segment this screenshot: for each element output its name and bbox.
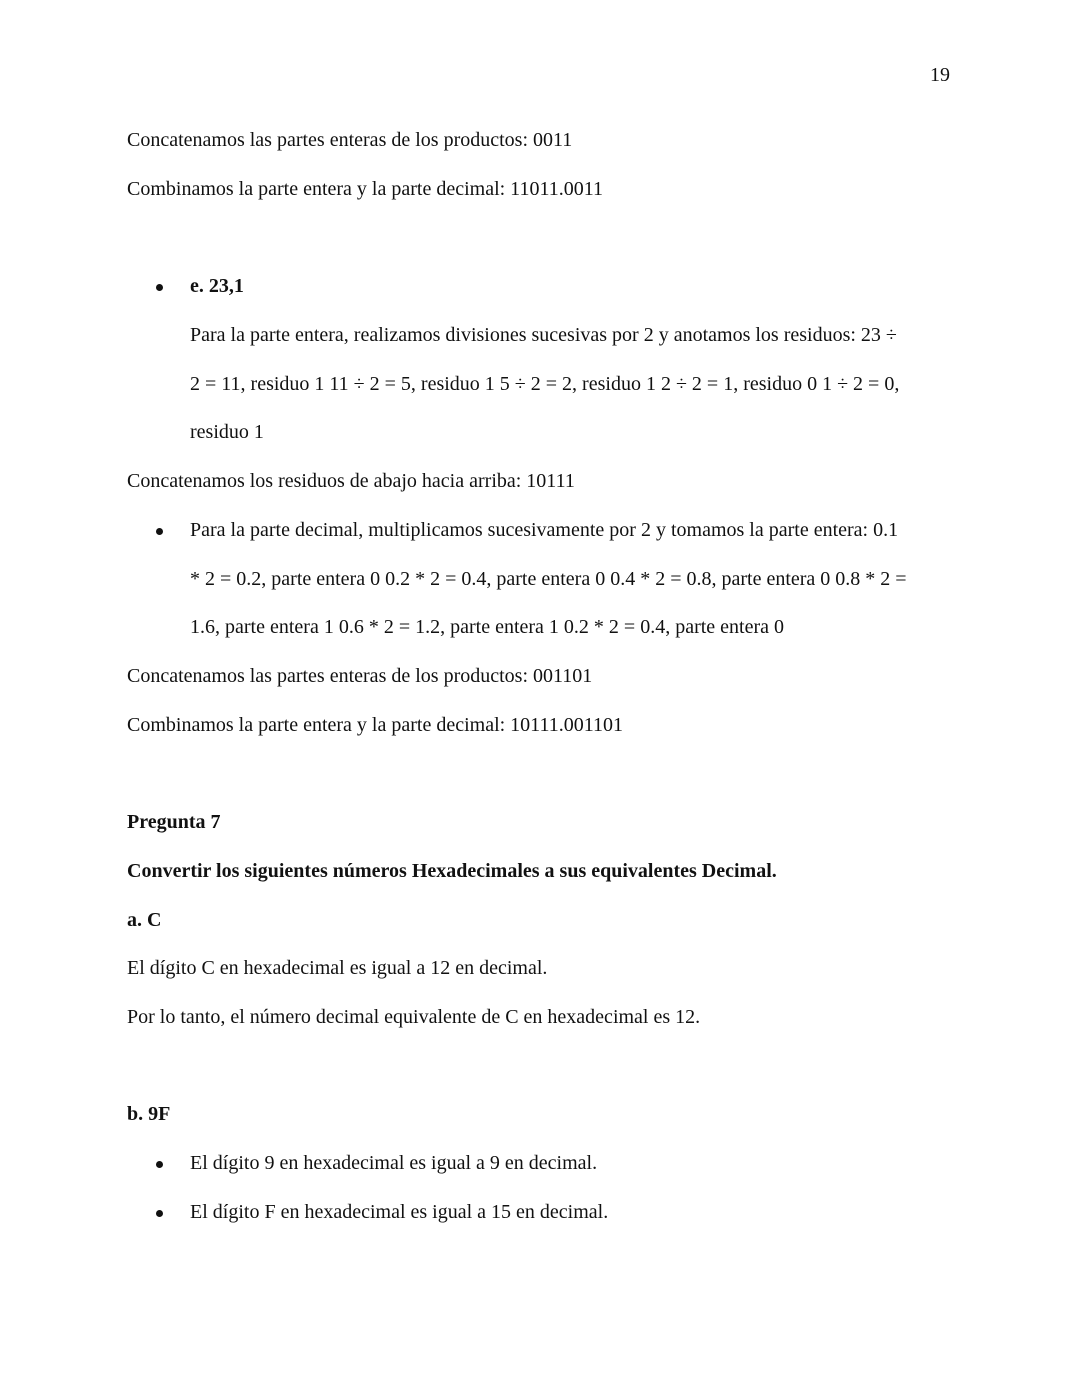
paragraph-line: Para la parte decimal, multiplicamos sucesivamente por 2 y tomamos la parte entera: 0.1 [190, 519, 899, 541]
paragraph-line: Por lo tanto, el número decimal equivalente de C en hexadecimal es 12. [127, 1006, 701, 1028]
concat-products-line: Concatenamos las partes enteras de los productos: 0011 [127, 129, 573, 151]
bullet-icon [156, 1210, 163, 1217]
item-a-heading: a. C [127, 909, 162, 931]
bullet-icon [156, 1161, 163, 1168]
combine-line: Combinamos la parte entera y la parte decimal: 10111.001101 [127, 714, 623, 736]
paragraph-line: 2 = 11, residuo 1 11 ÷ 2 = 5, residuo 1 5 ÷ 2 = 2, residuo 1 2 ÷ 2 = 1, residuo 0 1 ÷ 2 = 0, [190, 373, 900, 395]
item-b-heading: b. 9F [127, 1103, 171, 1125]
page-number: 19 [930, 64, 950, 86]
combine-line: Combinamos la parte entera y la parte decimal: 11011.0011 [127, 178, 603, 200]
concat-residues-line: Concatenamos los residuos de abajo hacia arriba: 10111 [127, 470, 575, 492]
concat-products-line: Concatenamos las partes enteras de los productos: 001101 [127, 665, 593, 687]
paragraph-line: 1.6, parte entera 1 0.6 * 2 = 1.2, parte entera 1 0.2 * 2 = 0.4, parte entera 0 [190, 616, 785, 638]
paragraph-line: Para la parte entera, realizamos divisiones sucesivas por 2 y anotamos los residuos: 23 ÷ [190, 324, 897, 346]
list-item: El dígito 9 en hexadecimal es igual a 9 en decimal. [190, 1152, 598, 1174]
bullet-icon [156, 528, 163, 535]
paragraph-line: El dígito C en hexadecimal es igual a 12 en decimal. [127, 957, 548, 979]
question-statement: Convertir los siguientes números Hexadecimales a sus equivalentes Decimal. [127, 860, 777, 882]
paragraph-line: residuo 1 [190, 421, 264, 443]
question-title: Pregunta 7 [127, 811, 221, 833]
list-item: El dígito F en hexadecimal es igual a 15 en decimal. [190, 1201, 609, 1223]
paragraph-line: * 2 = 0.2, parte entera 0 0.2 * 2 = 0.4, parte entera 0 0.4 * 2 = 0.8, parte entera 0 0.8 * 2 = [190, 568, 907, 590]
item-e-heading: e. 23,1 [190, 275, 244, 297]
bullet-icon [156, 284, 163, 291]
